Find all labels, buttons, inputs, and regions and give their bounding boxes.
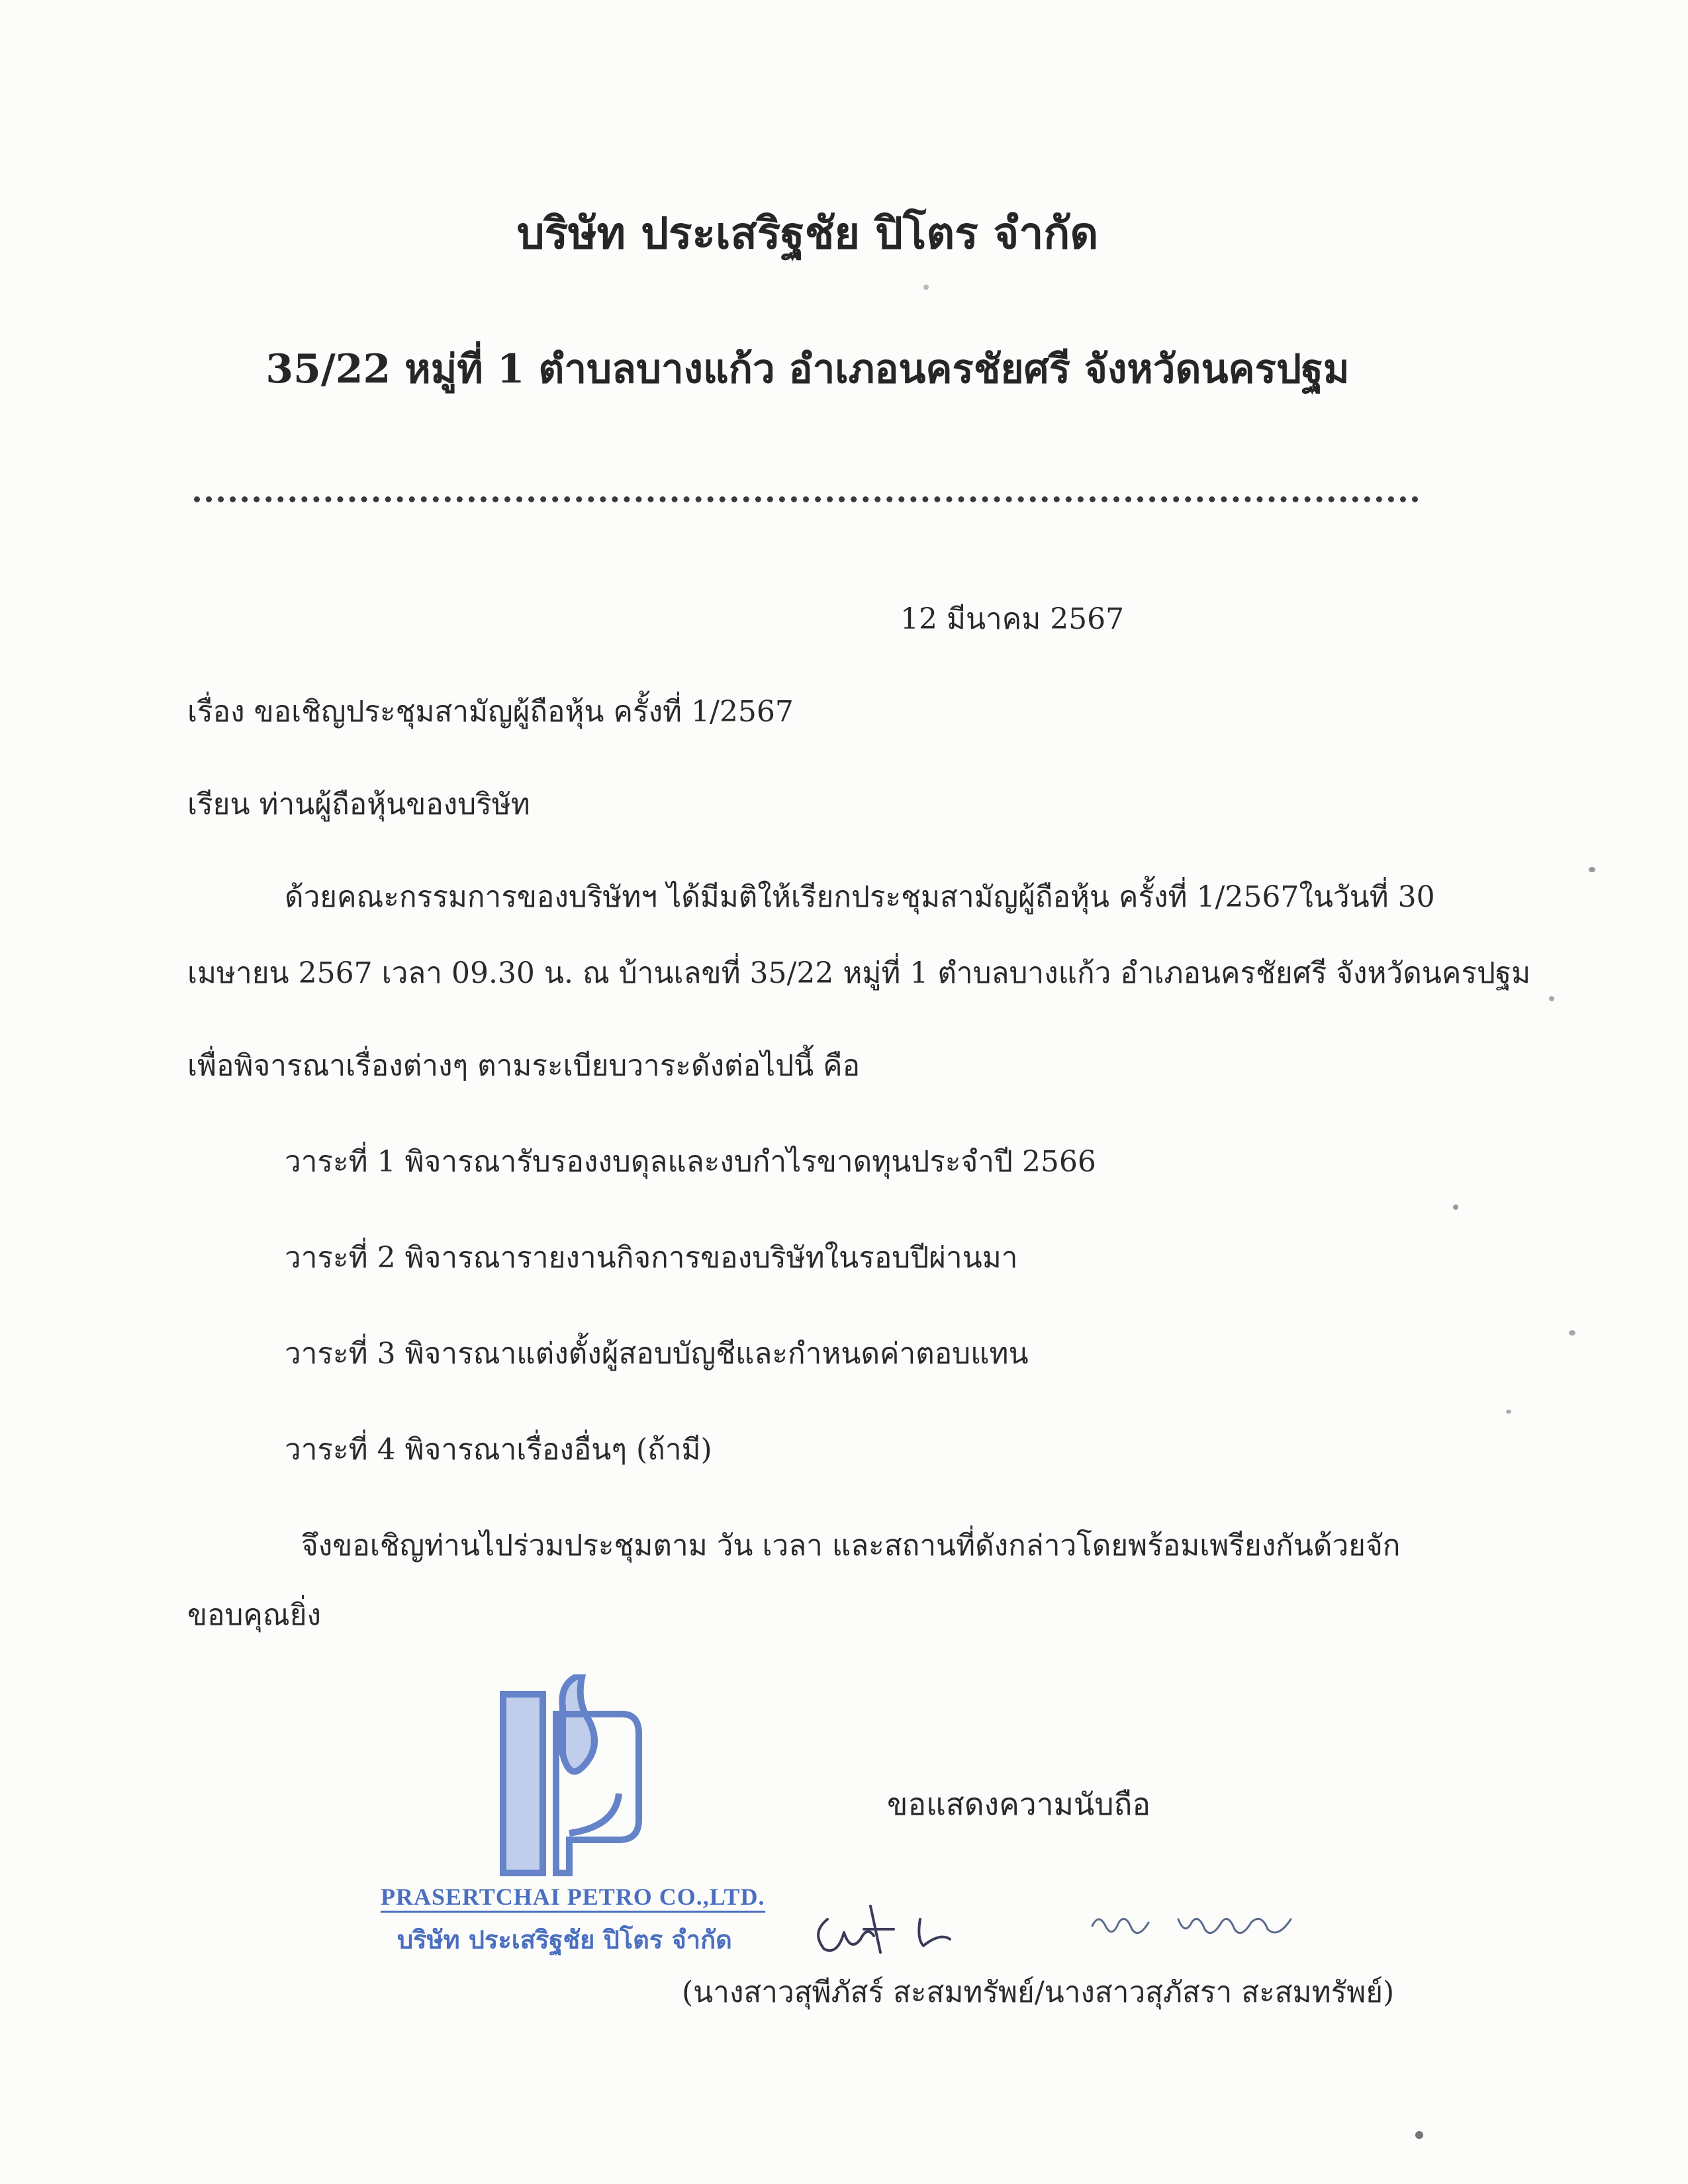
stamp-english-name: PRASERTCHAI PETRO CO.,LTD.	[381, 1883, 765, 1913]
body-line-3: เพื่อพิจารณาเรื่องต่างๆ ตามระเบียบวาระดังต่อไปนี้ คือ	[187, 1049, 861, 1083]
closing-line-2: ขอบคุณยิ่ง	[187, 1598, 321, 1632]
signature-2	[1086, 1899, 1324, 1952]
letter-date: 12 มีนาคม 2567	[900, 602, 1125, 636]
closing-line-1: จึงขอเชิญท่านไปร่วมประชุมตาม วัน เวลา และสถานที่ดังกล่าวโดยพร้อมเพรียงกันด้วยจัก	[301, 1529, 1401, 1563]
company-address: 35/22 หมู่ที่ 1 ตำบลบางแก้ว อำเภอนครชัยศรี จังหวัดนครปฐม	[265, 346, 1350, 392]
signature-1	[808, 1893, 966, 1966]
company-logo-stamp	[483, 1674, 642, 1880]
recipient-line: เรียน ท่านผู้ถือหุ้นของบริษัท	[187, 788, 530, 821]
body-line-2: เมษายน 2567 เวลา 09.30 น. ณ บ้านเลขที่ 35/22 หมู่ที่ 1 ตำบลบางแก้ว อำเภอนครชัยศรี จังหวัดนครปฐม	[187, 956, 1531, 990]
dotted-divider	[194, 496, 1419, 502]
stamp-thai-name: บริษัท ประเสริฐชัย ปิโตร จำกัด	[397, 1925, 732, 1954]
subject-line: เรื่อง ขอเชิญประชุมสามัญผู้ถือหุ้น ครั้งที่ 1/2567	[187, 695, 794, 729]
body-line-1: ด้วยคณะกรรมการของบริษัทฯ ได้มีมติให้เรียกประชุมสามัญผู้ถือหุ้น ครั้งที่ 1/2567ในวันที่ 30	[285, 880, 1435, 914]
agenda-item-1: วาระที่ 1 พิจารณารับรองงบดุลและงบกำไรขาดทุนประจำปี 2566	[285, 1145, 1096, 1179]
agenda-item-4: วาระที่ 4 พิจารณาเรื่องอื่นๆ (ถ้ามี)	[285, 1433, 712, 1467]
company-name: บริษัท ประเสริฐชัย ปิโตร จำกัด	[516, 207, 1099, 259]
regards-text: ขอแสดงความนับถือ	[887, 1786, 1151, 1822]
agenda-item-2: วาระที่ 2 พิจารณารายงานกิจการของบริษัทในรอบปีผ่านมา	[285, 1241, 1018, 1275]
signer-names: (นางสาวสุพีภัสร์ สะสมทรัพย์/นางสาวสุภัสรา สะสมทรัพย์)	[682, 1976, 1395, 2009]
agenda-item-3: วาระที่ 3 พิจารณาแต่งตั้งผู้สอบบัญชีและกำหนดค่าตอบแทน	[285, 1337, 1029, 1371]
